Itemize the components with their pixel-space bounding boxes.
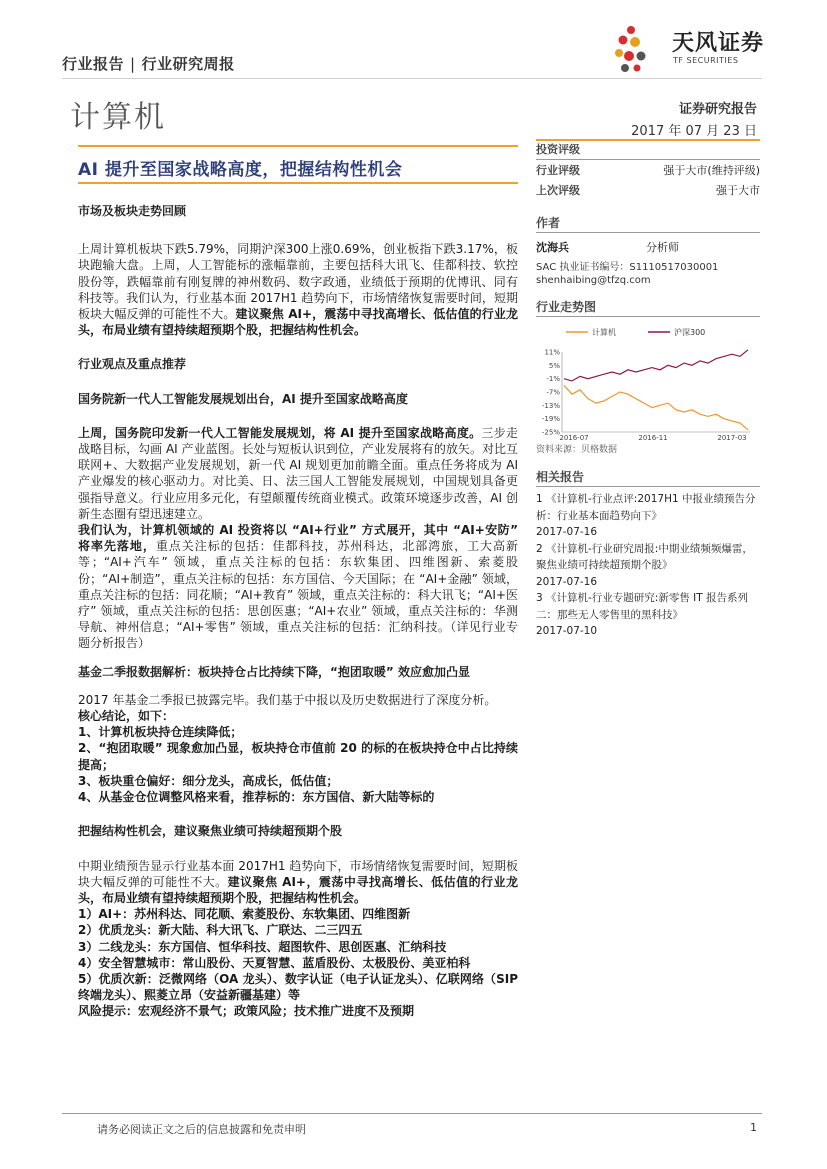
paragraph-text: 重点关注标的包括：佳都科技，苏州科达，北部湾旅，工大高新等；“AI+汽车” 领域，重点关注标的包括：东软集团、四维图新、索菱股份；“AI+制造”，重点关注标的包括：东方国信、今天国际；在 “AI+金融” 领域，重点关注标的包括：同花顺；“AI+教育” 领域，重点关注标的：科大讯飞；“AI+医疗” 领域，重点关注标的包括：思创医惠；“AI+农业” 领域，重点关注标的：华测导航、神州信息；“AI+零售” 领域，重点关注标的包括：汇纳科技。（详见行业专题分析报告） — [78, 539, 518, 651]
trend-divider — [536, 316, 760, 317]
author-email[interactable]: shenhaibing@tfzq.com — [536, 275, 651, 286]
related-item[interactable] — [536, 491, 760, 541]
author-divider — [536, 232, 760, 233]
brand-subname: TF SECURITIES — [673, 56, 739, 65]
paragraph — [78, 522, 518, 652]
paragraph — [78, 858, 518, 907]
rating-title: 投资评级 — [536, 143, 580, 156]
related-item-date: 2017-07-16 — [536, 526, 598, 538]
section-heading: 市场及板块走势回顾 — [78, 204, 187, 218]
legend-label: 沪深300 — [674, 328, 706, 337]
prev-rating-label: 上次评级 — [536, 184, 580, 197]
report-type: 证券研究报告 — [678, 102, 757, 117]
paragraph-emphasis: 建议聚焦 AI+，震荡中寻找高增长、低估值的行业龙头，布局业绩有望持续超预期个股，把握结构性机会。 — [78, 874, 518, 905]
related-item[interactable] — [536, 541, 760, 591]
logo-dot — [624, 51, 634, 61]
industry-rating-row — [536, 160, 760, 180]
breadcrumb-separator: | — [130, 55, 136, 73]
logo-dot — [637, 52, 646, 61]
paragraph-text: 上周计算机板块下跌5.79%，同期沪深300上涨0.69%，创业板指下跌3.17%，板块跑输大盘。上周，人工智能标的涨幅靠前，主要包括科大讯飞、佳都科技、软控股份等，跌幅靠前有刚复牌的神州数码、数字政通，业绩低于预期的优博讯、同有科技等。我们认为，行业基本面 2017H1 趋势向下，市场情绪恢复需要时间，短期板块大幅反弹的可能性不大。 — [78, 242, 518, 322]
industry-rating-label: 行业评级 — [536, 164, 580, 177]
spacer — [78, 840, 518, 858]
prev-rating-row — [536, 180, 760, 200]
paragraph-text: 中期业绩预告显示行业基本面 2017H1 趋势向下，市场情绪恢复需要时间，短期板块大幅反弹的可能性不大。 — [78, 858, 518, 889]
list-item: 5）优质次新：泛微网络（OA 龙头）、数字认证（电子认证龙头）、亿联网络（SIP 终端龙头）、熙菱立昂（安益新疆基建）等 — [78, 971, 518, 1003]
x-tick-label: 2016-11 — [638, 434, 668, 442]
breadcrumb-item: 行业报告 — [62, 55, 125, 73]
logo-dot — [634, 65, 641, 72]
series-line — [564, 350, 748, 381]
related-item-text[interactable]: 1 《计算机-行业点评:2017H1 中报业绩预告分析：行业基本面趋势向下》 — [536, 493, 756, 522]
related-divider — [536, 486, 760, 487]
y-tick-label: -7% — [546, 388, 560, 397]
list-item: 1）AI+：苏州科达、同花顺、索菱股份、东软集团、四维图新 — [78, 907, 411, 922]
list-item: 4）安全智慧城市：常山股份、天夏智慧、蓝盾股份、太极股份、美亚柏科 — [78, 955, 471, 970]
logo-dot — [630, 37, 640, 47]
footer-divider — [62, 1113, 762, 1114]
author-row — [536, 239, 760, 255]
series-line — [564, 385, 748, 430]
brand-name: 天风证券 — [672, 31, 765, 56]
trend-block — [536, 298, 760, 317]
spacer — [78, 805, 518, 823]
report-date: 2017 年 07 月 23 日 — [631, 124, 757, 139]
paragraph-emphasis: 我们认为，计算机领域的 AI 投资将以 “AI+行业” 方式展开，其中 “AI+安防” 将率先落地， — [78, 523, 518, 554]
related-list — [536, 491, 760, 640]
paragraph: 2017 年基金二季报已披露完毕。我们基于中报以及历史数据进行了深度分析。 — [78, 692, 497, 707]
trend-chart — [536, 322, 760, 442]
list-heading: 核心结论，如下： — [78, 709, 175, 724]
list-item: 4、从基金仓位调整风格来看，推荐标的：东方国信、新大陆等标的 — [78, 790, 435, 805]
list-item: 3、板块重仓偏好：细分龙头，高成长，低估值； — [78, 773, 339, 788]
y-tick-label: 5% — [548, 361, 560, 370]
logo-dot — [615, 49, 623, 57]
list-item: 2、“抱团取暖” 现象愈加凸显，板块持仓市值前 20 的标的在板块持仓中占比持续提高； — [78, 741, 518, 772]
sector-title: 计算机 — [70, 100, 166, 135]
related-item[interactable] — [536, 590, 760, 640]
list-item: 1、计算机板块持仓连续降低； — [78, 725, 243, 740]
disclaimer-note: 请务必阅读正文之后的信息披露和免责申明 — [97, 1123, 306, 1136]
author-name: 沈海兵 — [536, 241, 569, 254]
y-tick-label: -13% — [541, 401, 560, 410]
legend-label: 计算机 — [592, 328, 616, 337]
chart-series — [564, 350, 748, 430]
industry-rating-value: 强于大市(维持评级) — [663, 164, 760, 177]
page-number: 1 — [750, 1121, 757, 1134]
paragraph-text: 三步走战略目标，勾画 AI 产业蓝图。长处与短板认识到位，产业发展将有的放矢。对比互联网+、大数据产业发展规划，新一代 AI 规划更加前瞻全面。重点任务将成为 AI 产业爆发的核心驱动力。对比美、日、法三国人工智能发展规划，中国规划具备更强指导意义。行业应用多元化，有望颠覆传统商业模式。政策环境逐步改善，AI 创新生态圈有望迅速建立。 — [78, 425, 518, 521]
paragraph — [78, 425, 518, 522]
spacer — [78, 652, 518, 664]
related-item-date: 2017-07-10 — [536, 625, 598, 637]
section-heading: 行业观点及重点推荐 — [78, 357, 187, 372]
spacer — [78, 680, 518, 692]
paragraph — [78, 241, 518, 338]
paragraph-emphasis: 建议聚焦 AI+，震荡中寻找高增长、低估值的行业龙头，布局业绩有望持续超预期个股，把握结构性机会。 — [78, 307, 518, 338]
rating-block — [536, 141, 760, 200]
trend-title: 行业走势图 — [536, 300, 597, 314]
spacer — [78, 338, 518, 356]
author-cert: SAC 执业证书编号：S1110517030001 — [536, 262, 719, 273]
related-item-date: 2017-07-16 — [536, 575, 598, 588]
paragraph-emphasis: 上周，国务院印发新一代人工智能发展规划，将 AI 提升至国家战略高度。 — [78, 425, 482, 440]
x-tick-label: 2017-03 — [717, 434, 747, 442]
logo-dot — [619, 36, 628, 45]
spacer — [78, 219, 518, 241]
x-tick-label: 2016-07 — [559, 434, 589, 442]
title-rule-bottom — [78, 182, 518, 184]
author-block — [536, 214, 760, 286]
title-rule-top — [78, 145, 518, 147]
logo-dot — [621, 64, 629, 72]
report-title: AI 提升至国家战略高度，把握结构性机会 — [78, 160, 403, 180]
related-item-text[interactable]: 2 《计算机-行业研究周报:中期业绩频频爆雷，聚焦业绩可持续超预期个股》 — [536, 542, 753, 571]
section-heading: 基金二季报数据解析：板块持仓占比持续下降，“抱团取暖” 效应愈加凸显 — [78, 664, 470, 679]
breadcrumb — [62, 53, 235, 74]
spacer — [78, 407, 518, 425]
report-body — [78, 203, 518, 1020]
prev-rating-value: 强于大市 — [716, 184, 760, 197]
logo-dot — [627, 26, 635, 34]
y-tick-label: 11% — [544, 348, 560, 357]
section-heading: 把握结构性机会，建议聚焦业绩可持续超预期个股 — [78, 824, 343, 839]
related-title: 相关报告 — [536, 470, 585, 484]
spacer — [78, 373, 518, 391]
header-divider — [62, 78, 762, 79]
breadcrumb-item: 行业研究周报 — [141, 55, 235, 73]
list-item: 2）优质龙头：新大陆、科大讯飞、广联达、二三四五 — [78, 923, 363, 938]
author-title: 作者 — [536, 216, 561, 230]
y-tick-label: -19% — [541, 415, 560, 424]
list-item: 3）二线龙头：东方国信、恒华科技、超图软件、思创医惠、汇纳科技 — [78, 939, 447, 954]
related-block — [536, 468, 760, 640]
chart-x-axis — [559, 432, 750, 442]
risk-note: 风险提示：宏观经济不景气；政策风险；技术推广进度不及预期 — [78, 1004, 415, 1019]
y-tick-label: -1% — [546, 375, 560, 384]
y-tick-label: -25% — [541, 428, 560, 437]
data-source: 资料来源：贝格数据 — [536, 445, 618, 455]
author-role: 分析师 — [646, 241, 679, 254]
chart-legend — [566, 327, 705, 337]
chart-y-axis — [542, 349, 562, 437]
related-item-text[interactable]: 3 《计算机-行业专题研究:新零售 IT 报告系列二：那些无人零售里的黑科技》 — [536, 592, 749, 621]
subsection-heading: 国务院新一代人工智能发展规划出台，AI 提升至国家战略高度 — [78, 391, 408, 406]
